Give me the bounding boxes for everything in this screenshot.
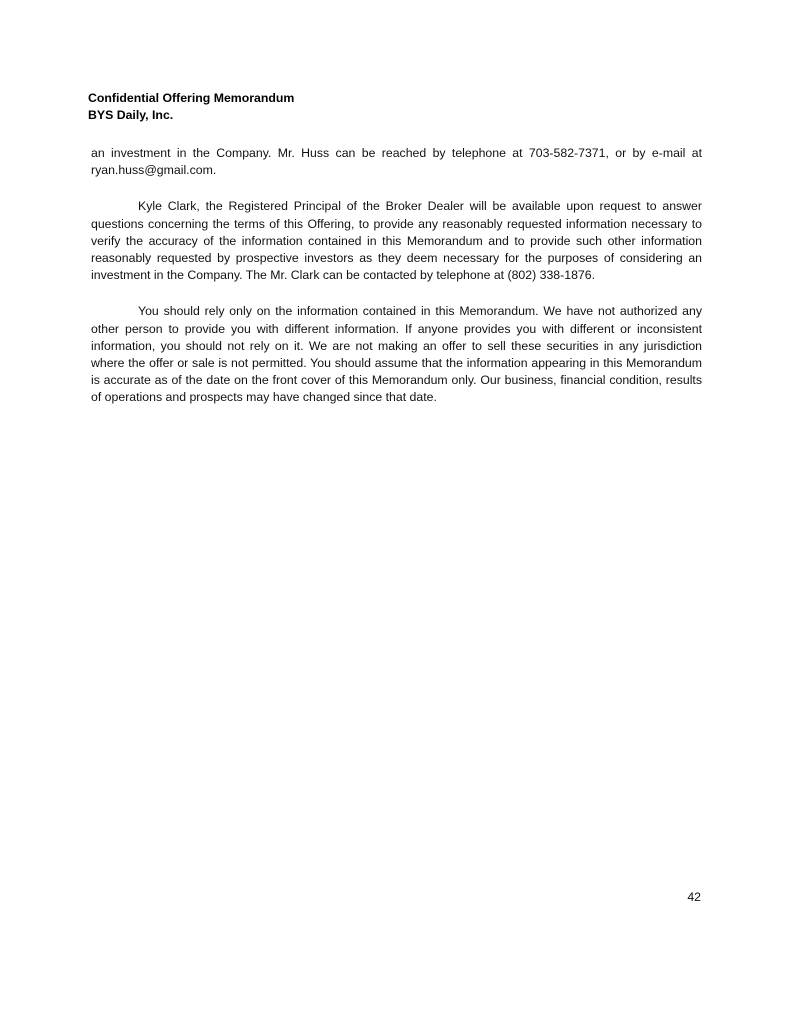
paragraph-contact-continuation: an investment in the Company. Mr. Huss can be reached by telephone at 703-582-7371, or by e-mail at ryan.huss@gmail.com. [91,146,702,178]
header-title: Confidential Offering Memorandum [88,91,295,105]
header-company-name: BYS Daily, Inc. [88,108,174,123]
paragraph-broker-dealer-contact: Kyle Clark, the Registered Principal of the Broker Dealer will be available upon request to answer questions concerning the terms of this Offering, to provide any reasonably requested information necessary to verify the accuracy of the information contained in this Memorandum and to provide such other information reasonably requested by prospective investors as they deem necessary for the purposes of considering an investment in the Company. The Mr. Clark can be contacted by telephone at (802) 338-1876. [91,199,702,283]
page-footer [687,889,701,906]
document-body [91,145,702,426]
page-number: 42 [687,890,701,904]
paragraph-reliance-disclaimer: You should rely only on the information contained in this Memorandum. We have not authorized any other person to provide you with different information. If anyone provides you with different or inconsistent information, you should not rely on it. We are not making an offer to sell these securities in any jurisdiction where the offer or sale is not permitted. You should assume that the information appearing in this Memorandum is accurate as of the date on the front cover of this Memorandum only. Our business, financial condition, results of operations and prospects may have changed since that date. [91,304,702,405]
document-header [88,90,703,124]
